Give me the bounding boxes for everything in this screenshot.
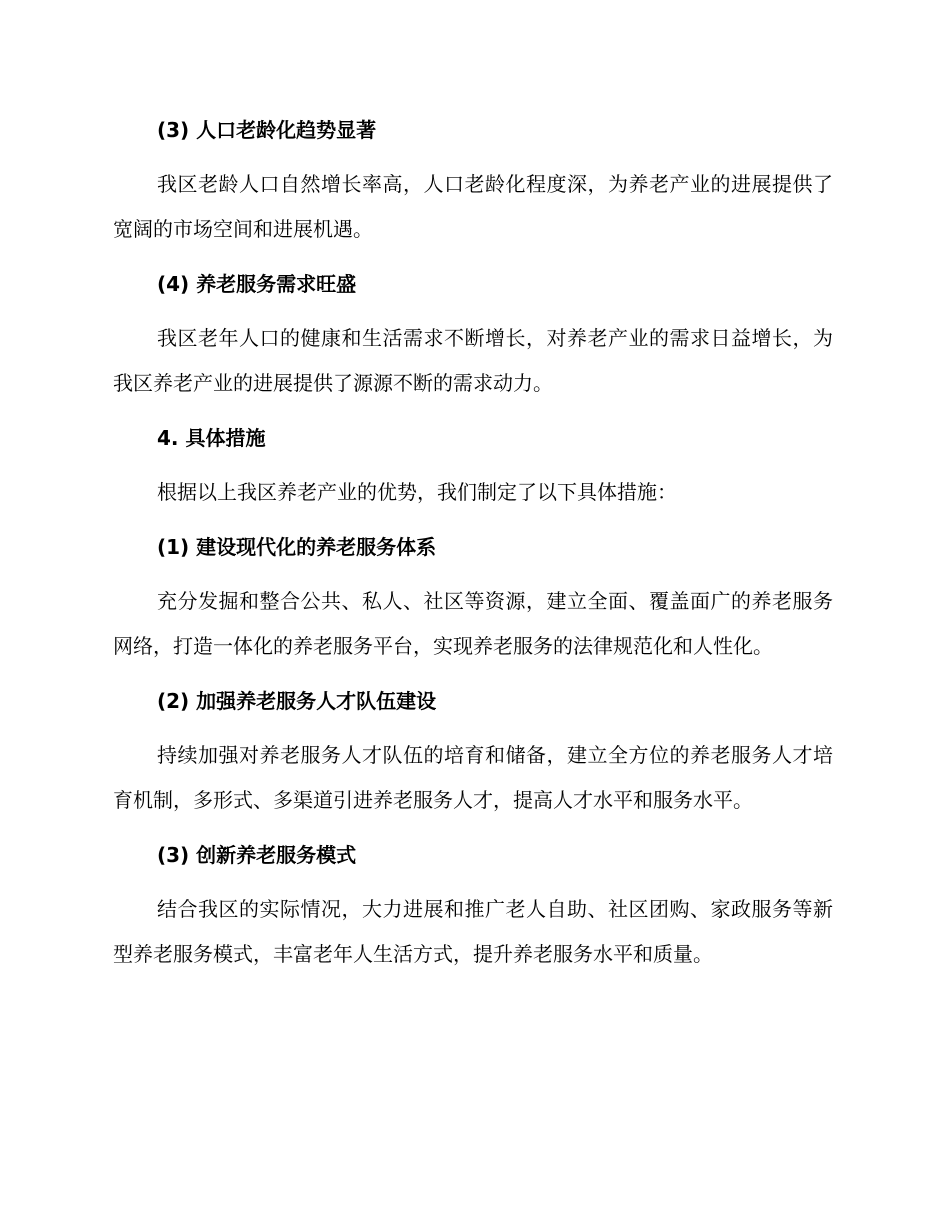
section-paragraph-talent-team: 持续加强对养老服务人才队伍的培育和储备，建立全方位的养老服务人才培育机制，多形式、多渠道引进养老服务人才，提高人才水平和服务水平。: [113, 743, 833, 812]
section-paragraph-specific-measures: 根据以上我区养老产业的优势，我们制定了以下具体措施：: [157, 480, 677, 504]
section-heading-aging-trend: (3) 人口老龄化趋势显著: [157, 118, 377, 142]
section-heading-modern-service-system: (1) 建设现代化的养老服务体系: [157, 535, 437, 559]
section-paragraph-service-model-innovation: 结合我区的实际情况，大力进展和推广老人自助、社区团购、家政服务等新型养老服务模式，丰富老年人生活方式，提升养老服务水平和质量。: [113, 897, 833, 966]
section-heading-service-model-innovation: (3) 创新养老服务模式: [157, 843, 357, 867]
section-heading-talent-team: (2) 加强养老服务人才队伍建设: [157, 689, 437, 713]
section-paragraph-aging-trend: 我区老龄人口自然增长率高，人口老龄化程度深，为养老产业的进展提供了宽阔的市场空间和进展机遇。: [113, 172, 833, 241]
section-heading-specific-measures: 4. 具体措施: [157, 426, 266, 450]
section-paragraph-service-demand: 我区老年人口的健康和生活需求不断增长，对养老产业的需求日益增长，为我区养老产业的进展提供了源源不断的需求动力。: [113, 326, 833, 395]
section-paragraph-modern-service-system: 充分发掘和整合公共、私人、社区等资源，建立全面、覆盖面广的养老服务网络，打造一体化的养老服务平台，实现养老服务的法律规范化和人性化。: [113, 589, 833, 658]
document-body: [113, 112, 833, 977]
section-heading-service-demand: (4) 养老服务需求旺盛: [157, 272, 357, 296]
